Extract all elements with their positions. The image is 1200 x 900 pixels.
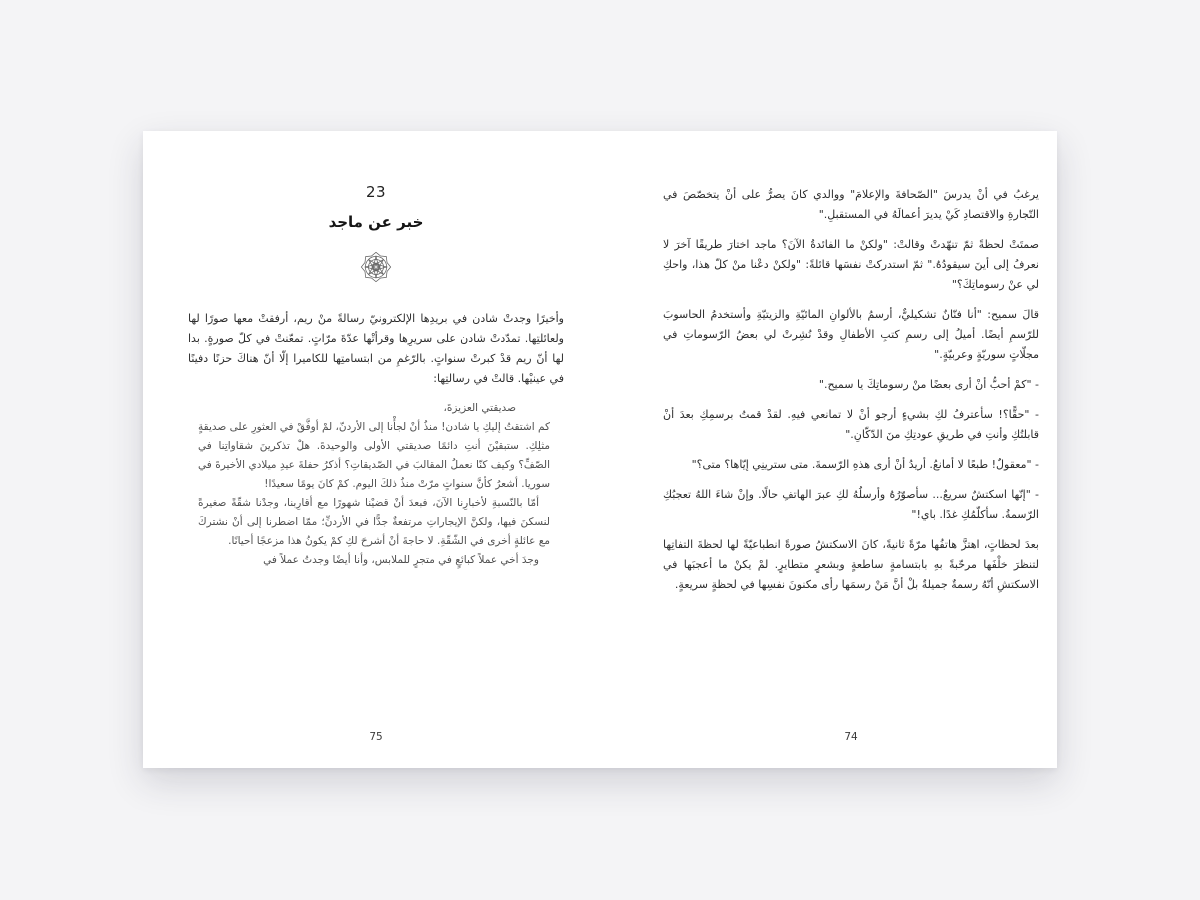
page-75 (188, 131, 564, 768)
letter-paragraph: كم اشتقتُ إليكِ يا شادن! منذُ أنْ لجأْنا إلى الأردنّ، لمْ أوفَّقْ في العثورِ على صديقةٍ مثلِكِ. ستبقيْنَ أنتِ دائمًا صديقتي الأولى والوحيدةَ. هلْ تذكرينَ شقاواتِنا في الصّفِّ؟ وكيف كنّا نعملُ المقالبَ في الصّديقاتِ؟ أذكرُ حفلةَ عيدِ ميلادي الأخيرةَ في سوريا. أشعرُ كأنَّ سنواتٍ مرّتْ منذُ ذلكَ اليوم. كمْ كانَ يومًا سعيدًا! (198, 421, 550, 490)
chapter-number: 23 (365, 183, 387, 201)
narration-paragraph: وأخيرًا وجدتْ شادن في بريدِها الإلكترونيّ رسالةً منْ ريم، أرفقتْ معها صورًا لها ولعائلتِها. تمدّدتْ شادن على سريرِها وقرأتْها عدّةَ مرّاتٍ. تمعّنتْ في كلّ صورةٍ. بدا لها أنّ ريم قدْ كبرتْ سنواتٍ. بالرّغمِ من ابتسامتِها للكاميرا إلّا أنّ هناكَ حزنًا دفينًا في عينيْها. قالتْ في رسالتِها: (188, 312, 564, 385)
narration-paragraph: قالَ سميح: "أنا فنّانٌ تشكيليٌّ، أرسمُ بالألوانِ المائيّةِ والزيتيّةِ وأستخدمُ الحاسوبَ للرّسمِ أيضًا. أميلُ إلى رسمِ كتبِ الأطفالِ وقدْ نُشِرتْ لي بعضُ الرّسوماتِ في مجلّاتٍ سوريّةٍ وعربيّةٍ." (663, 308, 1039, 361)
letter-salutation: صديقتي العزيزةَ، (443, 402, 516, 414)
page-74 (663, 131, 1039, 768)
chapter-title: خبر عن ماجد (328, 213, 424, 231)
letter-paragraph: أمّا بالنّسبةِ لأخبارِنا الآنَ، فبعدَ أنْ قضيْنا شهورًا مع أقارِبنا، وجدْنا شقّةً صغيرةً لنسكنَ فيها، ولكنَّ الإيجاراتِ مرتفعةٌ جدًّا في الأردنِّ؛ ممّا اضطرنا إلى أنْ نشتركَ مع عائلةٍ أخرى في الشّقّةِ. لا حاجةَ أنْ أشرحَ لكِ كمْ يكونُ هذا مزعجًا أحيانًا. (198, 497, 550, 547)
geometric-rosette-icon (354, 245, 398, 289)
letter-block (198, 399, 550, 570)
dialogue-line: - "حقًّا؟! سأعترفُ لكِ بشيءٍ أرجو أنْ لا تمانعي فيهِ. لقدْ قمتُ برسمِكِ بعدَ أنْ قابلتُكِ وأنتِ في طريقِ عودتِكِ منَ الدّكّانِ." (663, 408, 1039, 441)
dialogue-line: - "إنّها اسكتشٌ سريعٌ... سأصوّرُهُ وأرسلُهُ لكِ عبرَ الهاتفِ حالًا. وإنْ شاءَ اللهُ تعجبُكِ الرّسمةُ. سأكلّمُكِ غدًا. باي!" (663, 488, 1039, 521)
page-number-left: 75 (369, 731, 383, 743)
narration-paragraph: بعدَ لحظاتٍ، اهتزَّ هاتفُها مرّةً ثانيةً، كانَ الاسكتشُ صورةً انطباعيّةً لها لحظةَ التفاتِها لتنظرَ خلْفَها مرحّبةً بهِ بابتسامةٍ ساطعةٍ وبشعرٍ متطايرٍ. لمْ يكنْ ما أعجبَها في الاسكتشِ أنّهُ رسمةٌ جميلةٌ بلْ أنَّ مَنْ رسمَها رأى مكنونَ نفسِها في لحظةٍ سريعةٍ. (663, 538, 1039, 591)
chapter-ornament (188, 245, 564, 291)
dialogue-line: - "معقولٌ! طبعًا لا أمانعُ. أريدُ أنْ أرى هذهِ الرّسمةَ. متى سترينِي إيّاها؟ متى؟" (691, 458, 1039, 471)
narration-paragraph: صمتَتْ لحظةً ثمّ تنهّدتْ وقالتْ: "ولكنْ ما الفائدةُ الآنَ؟ ماجد اختارَ طريقًا آخرَ لا نعرفُ إلى أينَ سيقودُهُ." ثمّ استدركتْ نفسَها قائلةً: "ولكنْ دعْنا منْ كلّ هذا، واحكِ لي عنْ رسوماتِكَ؟" (663, 238, 1039, 291)
dialogue-line: - "كمْ أحبُّ أنْ أرى بعضًا منْ رسوماتِكَ يا سميح." (818, 378, 1039, 391)
narration-paragraph: يرغبُ في أنْ يدرسَ "الصّحافةَ والإعلامَ" ووالدي كانَ يصرُّ على أنْ يتخصّصَ في التّجارةِ والاقتصادِ كَيْ يديرَ أعمالَهُ في المستقبلِ." (663, 188, 1039, 221)
page-number-right: 74 (844, 731, 858, 743)
letter-paragraph: وجدَ أخي عملاً كبائعٍ في متجرٍ للملابس، وأنا أيضًا وجدتُ عملاً في (263, 554, 539, 566)
book-spread (143, 131, 1057, 768)
